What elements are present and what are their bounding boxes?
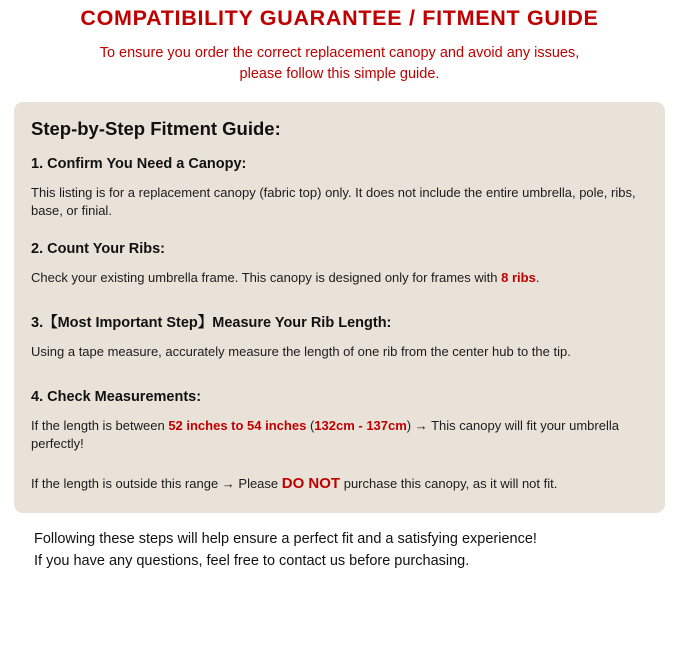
subtitle-line-2: please follow this simple guide. (239, 65, 440, 82)
step-1-body (31, 184, 648, 222)
do-not-emphasis: DO NOT (281, 475, 341, 493)
step-4-line1-part2: ( (306, 417, 315, 433)
step-4-body-fit (31, 417, 648, 455)
step-4-line2-part1: If the length is outside this range → Please (31, 476, 282, 492)
step-3-heading: 3.【Most Important Step】Measure Your Rib Length: (31, 314, 392, 331)
step-4-line1-part3: ) → This canopy will fit your umbrella perfectly! (31, 417, 619, 452)
guide-box (14, 102, 665, 513)
step-2-heading: 2. Count Your Ribs: (31, 241, 165, 258)
step-1-heading: 1. Confirm You Need a Canopy: (31, 155, 247, 172)
step-3-body (31, 343, 648, 362)
step-1-text: This listing is for a replacement canopy (fabric top) only. It does not include the entire umbrella, pole, ribs, base, or finial. (31, 184, 636, 219)
step-3-text: Using a tape measure, accurately measure the length of one rib from the center hub to the tip. (31, 343, 571, 359)
footer-line-2: If you have any questions, feel free to contact us before purchasing. (34, 552, 470, 569)
step-4-body-nofit (31, 473, 648, 495)
rib-count-highlight: 8 ribs (501, 270, 536, 286)
fitment-guide-page (0, 6, 679, 648)
page-subtitle (32, 43, 647, 85)
measurement-cm: 132cm - 137cm (314, 417, 407, 433)
subtitle-line-1: To ensure you order the correct replacement canopy and avoid any issues, (99, 44, 580, 61)
step-2-body (31, 269, 648, 288)
step-2-text-suffix: . (535, 270, 540, 286)
guide-title: Step-by-Step Fitment Guide: (31, 117, 281, 139)
footer-note (14, 529, 665, 573)
step-4-line1-part1: If the length is between (31, 417, 169, 433)
measurement-inches: 52 inches to 54 inches (168, 417, 307, 433)
step-4-line2-part2: purchase this canopy, as it will not fit. (340, 476, 558, 492)
page-title: COMPATIBILITY GUARANTEE / FITMENT GUIDE (80, 6, 599, 30)
footer-line-1: Following these steps will help ensure a perfect fit and a satisfying experience! (34, 530, 537, 547)
step-2-text-prefix: Check your existing umbrella frame. This canopy is designed only for frames with (31, 270, 502, 286)
step-4-heading: 4. Check Measurements: (31, 388, 202, 405)
